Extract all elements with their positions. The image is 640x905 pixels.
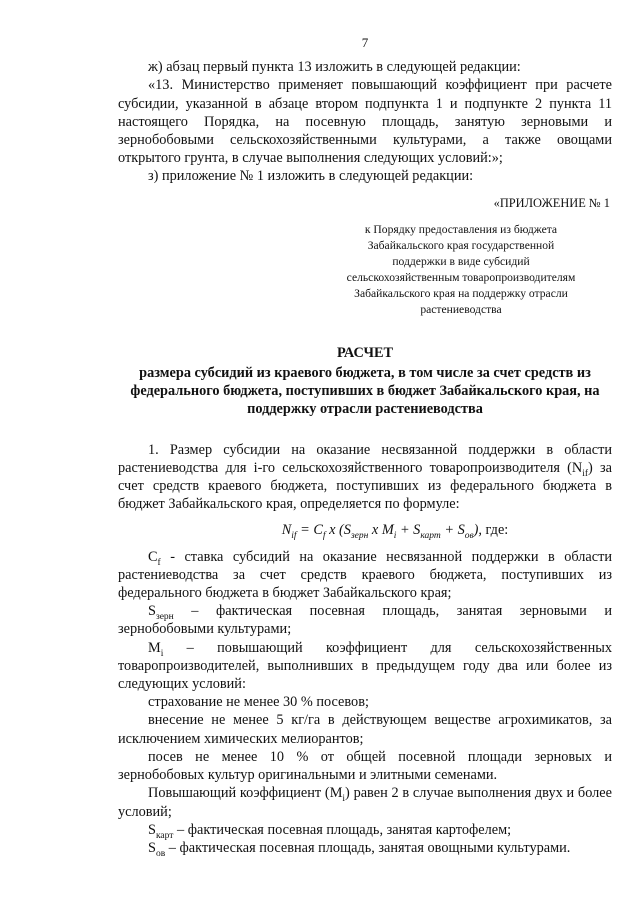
definition-text: – повышающий коэффициент для сельскохозяйственных товаропроизводителей, выполнивших в предыдущем году два или более из следующих условий: <box>118 639 612 693</box>
formula-part: ), <box>473 522 482 539</box>
document-page <box>118 34 612 857</box>
amendment-item-zh: ж) абзац первый пункта 13 изложить в следующей редакции: <box>148 59 521 76</box>
appendix-line: к Порядку предоставления из бюджета <box>364 222 558 236</box>
subscript: зерн <box>155 612 174 623</box>
formula-sub: f <box>322 531 326 542</box>
appendix-line: поддержки в виде субсидий <box>392 254 530 268</box>
formula-where: где: <box>481 522 509 539</box>
condition-3: посев не менее 10 % от общей посевной площади зерновых и зернобобовых культур оригинальными и элитными семенами. <box>118 748 612 784</box>
symbol: C <box>148 548 158 565</box>
formula-part: + S <box>396 522 421 539</box>
coefficient-rule <box>118 784 612 820</box>
document-heading: РАСЧЕТ <box>336 344 394 361</box>
definition-text: – фактическая посевная площадь, занятая зерновыми и зернобобовыми культурами; <box>118 603 612 638</box>
symbol: S <box>148 603 156 620</box>
appendix-title: «ПРИЛОЖЕНИЕ № 1 <box>493 195 610 210</box>
subscript: f <box>157 557 161 568</box>
subscript: карт <box>155 830 174 841</box>
coefficient-text: Повышающий коэффициент (M <box>148 785 343 802</box>
formula-sub: ов <box>464 531 474 542</box>
definition-s-zern <box>118 602 612 638</box>
subscript: i <box>342 794 346 805</box>
definition-s-ov <box>118 839 612 857</box>
amendment-item-zh-quote: «13. Министерство применяет повышающий коэффициент при расчете субсидии, указанной в абзаце втором подпункта 1 и подпункте 2 пункта 11 настоящего Порядка, на посевную площадь, занятую зерновыми и зернобобовыми сельскохозяйственными культурами, а также овощами открытого грунта, в случае выполнения следующих условий:»; <box>118 77 612 167</box>
formula-sub: if <box>291 531 297 542</box>
definition-text: – фактическая посевная площадь, занятая картофелем; <box>173 821 512 838</box>
subscript: if <box>582 468 589 479</box>
document-subheading: размера субсидий из краевого бюджета, в том числе за счет средств из федерального бюджета, поступивших в бюджет Забайкальского края, на поддержку отрасли растениеводства <box>130 365 600 418</box>
formula <box>178 521 612 542</box>
symbol: M <box>148 639 161 656</box>
subscript: ов <box>155 848 166 859</box>
condition-1: страхование не менее 30 % посевов; <box>148 694 369 711</box>
definition-text: - ставка субсидий на оказание несвязанной поддержки в области растениеводства за счет средств краевого бюджета, поступивших из федерального бюджета в бюджет Забайкальского края; <box>118 548 612 602</box>
definition-s-kart <box>118 821 612 839</box>
subscript: i <box>160 648 164 659</box>
paragraph-1 <box>118 441 612 514</box>
condition-2: внесение не менее 5 кг/га в действующем веществе агрохимикатов, за исключением химических мелиорантов; <box>118 712 612 747</box>
appendix-line: растениеводства <box>420 302 502 316</box>
formula-sub: карт <box>420 531 441 542</box>
definition-cf <box>118 548 612 603</box>
appendix-reference <box>311 222 611 318</box>
definition-mi <box>118 639 612 694</box>
symbol: S <box>148 839 156 856</box>
appendix-line: Забайкальского края государственной <box>367 238 555 252</box>
paragraph-1-text-end: ) за счет средств краевого бюджета, поступивших из федерального бюджета в бюджет Забайкальского края, определяется по формуле: <box>118 459 612 513</box>
formula-part: x M <box>368 522 394 539</box>
definition-text: – фактическая посевная площадь, занятая овощными культурами. <box>165 839 571 856</box>
appendix-line: Забайкальского края на поддержку отрасли <box>354 286 568 300</box>
formula-part: x (S <box>325 522 351 539</box>
formula-part: = C <box>296 522 323 539</box>
formula-part: N <box>281 522 292 539</box>
amendment-item-z: з) приложение № 1 изложить в следующей редакции: <box>148 168 474 185</box>
symbol: S <box>148 821 156 838</box>
coefficient-text-end: ) равен 2 в случае выполнения двух и более условий; <box>118 785 612 820</box>
formula-sub: i <box>393 531 397 542</box>
formula-sub: зерн <box>350 531 369 542</box>
appendix-line: сельскохозяйственным товаропроизводителям <box>346 270 576 284</box>
formula-part: + S <box>440 522 465 539</box>
paragraph-1-text: 1. Размер субсидии на оказание несвязанной поддержки в области растениеводства для i-го сельскохозяйственного товаропроизводителя (N <box>118 441 612 476</box>
page-number: 7 <box>361 35 369 50</box>
